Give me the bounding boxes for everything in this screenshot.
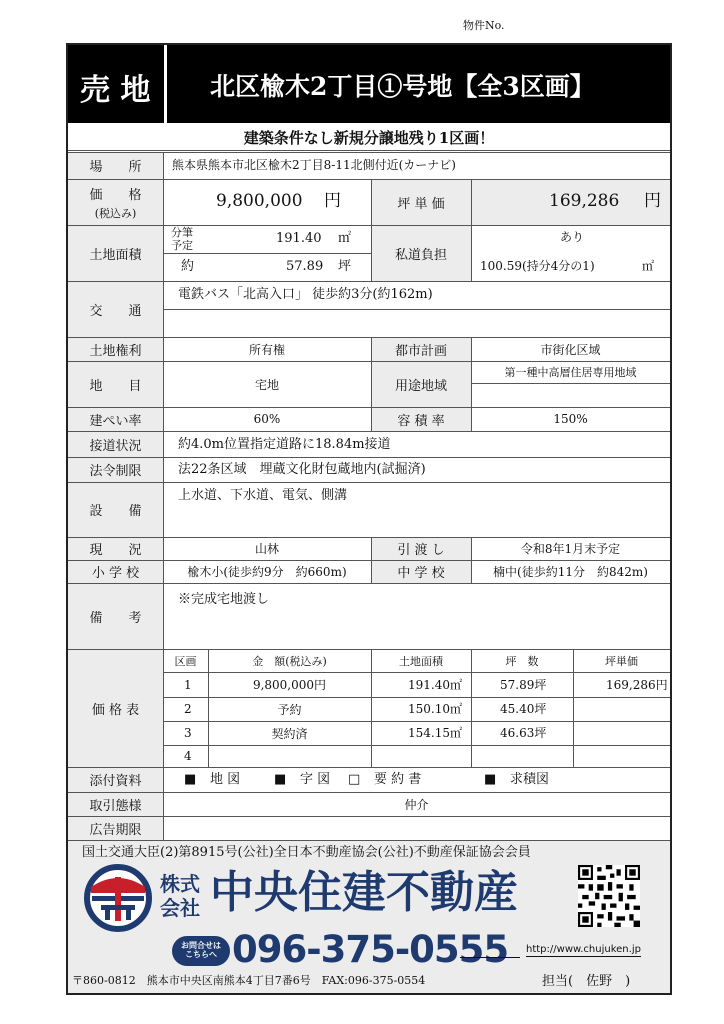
remarks-value: ※完成宅地渡し (178, 592, 270, 607)
table-row-4-price (208, 745, 371, 767)
table-row-1-price: 9,800,000円 (252, 678, 327, 692)
th-price: 金 額(税込み) (252, 654, 327, 668)
company-address: 〒860-0812 熊本市中央区南熊本4丁目7番6号 FAX:096-375-0554 (72, 974, 426, 987)
attachment-1-mark: ■ (184, 772, 197, 787)
bunpitsu-note: 分筆 (171, 226, 193, 239)
ad-period-value (163, 816, 670, 840)
location-value: 熊本県熊本市北区楡木2丁目8-11北側付近(カーナビ) (172, 158, 456, 172)
table-row-2-area: 150.10㎡ (408, 702, 462, 716)
price-value: 9,800,000 (216, 191, 303, 211)
footer (68, 841, 670, 993)
page-title: 北区楡木2丁目①号地【全3区画】 (210, 72, 595, 101)
table-row-2-no: 2 (184, 702, 192, 716)
yotei-note: 予定 (171, 239, 193, 252)
url-underline (460, 957, 520, 958)
land-area-approx: 約 (181, 259, 195, 274)
private-road-unit: ㎡ (642, 259, 655, 273)
junior-value: 楠中(徒歩約11分 約842m) (493, 565, 648, 579)
private-road-label: 私道負担 (394, 247, 447, 263)
coverage-value: 60% (253, 412, 281, 426)
handover-value: 令和8年1月末予定 (520, 542, 621, 556)
table-row-2-price: 予約 (277, 702, 302, 717)
tsubo-price-value: 169,286 (549, 191, 620, 211)
attachment-1-text: 地 図 (210, 772, 241, 787)
property-sheet (66, 43, 672, 995)
table-row-3-area: 154.15㎡ (408, 726, 462, 740)
table-row-3-price: 契約済 (271, 726, 308, 741)
transport-value: 電鉄バス「北高入口」 徒歩約3分(約162m) (178, 287, 433, 302)
youto-value: 第一種中高層住居専用地域 (504, 366, 637, 379)
th-area: 土地面積 (399, 654, 443, 668)
price-label-sub: (税込み) (94, 206, 137, 220)
road-label: 接道状況 (89, 438, 142, 454)
tsubo-price-label: 坪 単 価 (397, 196, 445, 212)
phone-number[interactable]: 096-375-0555 (232, 928, 509, 971)
th-no: 区画 (174, 654, 197, 668)
city-plan-label: 都市計画 (394, 343, 447, 359)
table-row-1-no: 1 (184, 678, 192, 692)
legal-value: 法22条区域 埋蔵文化財包蔵地内(試掘済) (178, 462, 426, 477)
attachment-3-text: 要 約 書 (374, 772, 422, 787)
price-table-label: 価 格 表 (91, 702, 140, 718)
land-area-sqm: 191.40 (276, 231, 322, 246)
current-label: 現 況 (89, 543, 142, 558)
land-area-sqm-unit: ㎡ (338, 231, 352, 246)
kabushiki-2: 会社 (160, 896, 200, 920)
location-label: 場 所 (89, 160, 142, 175)
facilities-label: 設 備 (89, 504, 142, 519)
th-unit: 坪単価 (605, 654, 638, 668)
coverage-label: 建ぺい率 (89, 413, 142, 429)
elementary-label: 小 学 校 (91, 566, 140, 581)
attachment-2-text: 字 図 (300, 772, 331, 787)
land-area-tsubo: 57.89 (286, 259, 324, 274)
kabushiki-1: 株式 (160, 872, 200, 896)
contact-pill (172, 936, 230, 966)
land-rights-value: 所有権 (248, 342, 285, 357)
table-row-3-no: 3 (184, 726, 192, 740)
land-area-tsubo-unit: 坪 (338, 259, 352, 274)
staff-name: 担当( 佐野 ) (542, 974, 631, 989)
land-rights-label: 土地権利 (89, 343, 142, 359)
attachment-4-mark: ■ (484, 772, 497, 787)
youto-label: 用途地域 (394, 378, 447, 394)
tsubo-price-unit: 円 (644, 191, 661, 211)
facilities-value: 上水道、下水道、電気、側溝 (178, 488, 348, 503)
legal-label: 法令制限 (89, 464, 142, 479)
private-road-detail: 100.59(持分4分の1) (480, 259, 595, 273)
chimoku-label: 地 目 (89, 378, 142, 394)
table-row-1-unit: 169,286円 (606, 678, 668, 692)
contact-text-1: お問合せは (181, 941, 221, 951)
elementary-value: 楡木小(徒歩約9分 約660m) (187, 565, 347, 579)
attachments-label: 添付資料 (89, 774, 142, 789)
transaction-value: 仲介 (404, 797, 429, 812)
table-row-1-area: 191.40㎡ (408, 678, 462, 692)
handover-label: 引 渡 し (397, 543, 445, 558)
far-label: 容 積 率 (397, 413, 445, 429)
table-row-3-tsubo: 46.63坪 (500, 726, 547, 740)
private-road-value: あり (560, 230, 585, 244)
current-value: 山林 (254, 542, 279, 556)
price-label-main: 価 格 (89, 187, 142, 203)
header-divider (164, 45, 167, 123)
transaction-label: 取引態様 (89, 798, 142, 814)
company-logo-icon (83, 863, 153, 933)
table-row-4-no: 4 (184, 749, 192, 763)
remarks-label: 備 考 (89, 610, 142, 626)
qr-code-icon (578, 865, 640, 927)
bukken-no: 物件No. (463, 19, 505, 32)
website-url[interactable]: http://www.chujuken.jp (526, 944, 641, 955)
property-type: 売 地 (80, 73, 151, 108)
header-bar (68, 45, 670, 123)
land-area-label: 土地面積 (89, 247, 142, 263)
road-value: 約4.0m位置指定道路に18.84m接道 (178, 437, 391, 452)
ad-period-label: 広告期限 (89, 822, 142, 838)
price-label (68, 179, 163, 225)
price-unit: 円 (324, 191, 341, 211)
table-row-2-tsubo: 45.40坪 (500, 702, 547, 716)
attachment-3-mark: □ (348, 772, 361, 787)
attachment-4-text: 求積図 (510, 772, 550, 787)
catch-copy: 建築条件なし新規分譲地残り1区画！ (68, 125, 670, 151)
license-line: 国土交通大臣(2)第8915号(公社)全日本不動産協会(公社)不動産保証協会会員 (82, 845, 531, 860)
chimoku-value: 宅地 (254, 377, 279, 392)
company-name: 中央住建不動産 (210, 867, 518, 918)
transport-label: 交 通 (89, 303, 142, 319)
far-value: 150% (553, 412, 588, 426)
city-plan-value: 市街化区域 (540, 342, 601, 357)
table-row-1-tsubo: 57.89坪 (500, 678, 547, 692)
th-tsubo: 坪 数 (505, 654, 539, 668)
attachment-2-mark: ■ (274, 772, 287, 787)
contact-text-2: こちらへ (185, 950, 217, 959)
junior-label: 中 学 校 (397, 566, 445, 581)
